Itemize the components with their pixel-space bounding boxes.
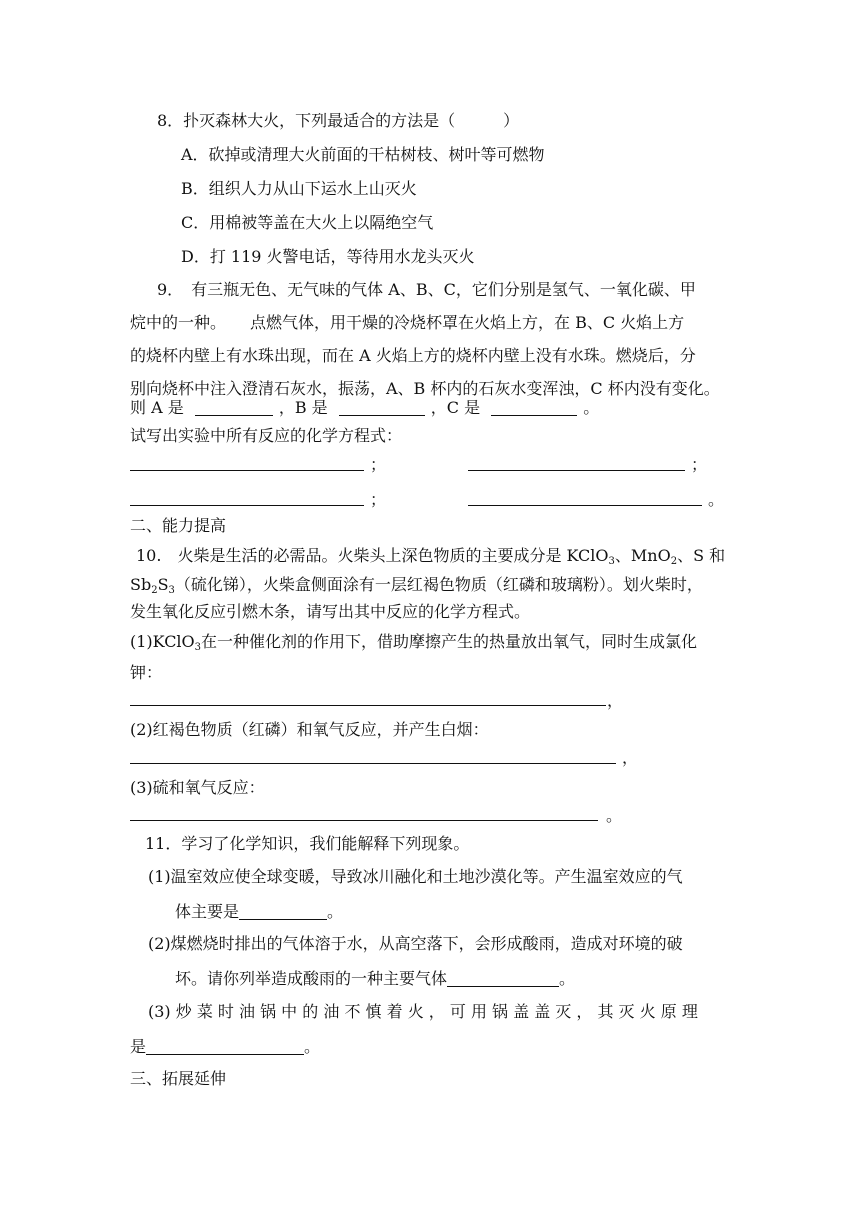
- q10-part-2: (2)红褐色物质（红磷）和氧气反应，并产生白烟：: [130, 720, 489, 739]
- q10-sb: Sb: [130, 575, 152, 594]
- q11-part-1-blank[interactable]: [239, 903, 327, 920]
- q9-b-blank[interactable]: [339, 399, 425, 416]
- q10-part-1-text: 在一种催化剂的作用下，借助摩擦产生的热量放出氧气，同时生成氯化: [201, 632, 698, 651]
- q11-part-2-label: 坏。请你列举造成酸雨的一种主要气体: [175, 969, 448, 988]
- q9-period: 。: [708, 490, 725, 509]
- q9-equation-blank-4[interactable]: [468, 505, 702, 506]
- q11-part-3: (3) 炒 菜 时 油 锅 中 的 油 不 慎 着 火 ， 可 用 锅 盖 盖 灭 ， 其 灭 火 原 理: [148, 1002, 698, 1021]
- q9-equation-blank-1[interactable]: [130, 470, 364, 471]
- q9-semicolon-3: ；: [370, 490, 387, 509]
- q9-line-3: 的烧杯内壁上有水珠出现，而在 A 火焰上方的烧杯内壁上没有水珠。燃烧后，分: [130, 346, 696, 365]
- q11-part-2-blank[interactable]: [447, 970, 559, 987]
- q11-stem: 11．学习了化学知识，我们能解释下列现象。: [145, 834, 470, 853]
- section-3-title: 三、拓展延伸: [130, 1069, 227, 1088]
- q10-part-1-comma: ，: [607, 691, 624, 710]
- q10-line-1: [136, 545, 725, 567]
- q10-part-2-comma: ，: [622, 748, 639, 767]
- q10-part-3: (3)硫和氧气反应：: [130, 778, 265, 797]
- q9-semicolon-2: ；: [691, 455, 708, 474]
- q10-part-3-period: 。: [606, 806, 623, 825]
- q8-stem: 8．扑灭森林大火，下列最适合的方法是（ ）: [157, 111, 520, 130]
- q11-part-3-cont: [130, 1036, 320, 1058]
- q9-a-blank[interactable]: [195, 399, 273, 416]
- q11-part-3-label: 是: [130, 1037, 147, 1056]
- q10-sb-sub: 2: [151, 585, 158, 596]
- q8-option-c: C．用棉被等盖在大火上以隔绝空气: [181, 213, 434, 232]
- q10-part-1-sub: 3: [194, 642, 202, 653]
- q10-line-1-text-a: 10. 火柴是生活的必需品。火柴头上深色物质的主要成分是 KClO: [136, 546, 609, 565]
- q10-part-3-blank[interactable]: [130, 820, 598, 821]
- q10-line-1-sep: 、MnO: [614, 546, 671, 565]
- q10-line-3: 发生氧化反应引燃木条，请写出其中反应的化学方程式。: [130, 602, 531, 621]
- q11-part-3-blank[interactable]: [146, 1038, 304, 1055]
- q9-line-1: 9． 有三瓶无色、无气味的气体 A、B、C，它们分别是氢气、一氧化碳、甲: [157, 280, 696, 299]
- q10-sub-3: 3: [608, 556, 615, 567]
- q9-line-2: 烷中的一种。 点燃气体，用干燥的冷烧杯罩在火焰上方，在 B、C 火焰上方: [130, 313, 685, 332]
- q9-c-label: ，C 是: [430, 398, 481, 417]
- q8-option-d: D．打 119 火警电话，等待用水龙头灭火: [181, 247, 475, 266]
- q9-semicolon-1: ；: [370, 455, 387, 474]
- q10-part-2-blank[interactable]: [130, 763, 616, 764]
- q10-part-1-blank[interactable]: [130, 705, 606, 706]
- q9-a-label: 则 A 是: [130, 398, 184, 417]
- q10-s: S: [157, 575, 169, 594]
- q11-part-2: (2)煤燃烧时排出的气体溶于水，从高空落下，会形成酸雨，造成对环境的破: [148, 934, 683, 953]
- q10-sub-2: 2: [670, 556, 678, 567]
- q9-line-4: 别向烧杯中注入澄清石灰水，振荡，A、B 杯内的石灰水变浑浊，C 杯内没有变化。: [130, 379, 720, 398]
- q11-part-1: (1)温室效应使全球变暖，导致冰川融化和土地沙漠化等。产生温室效应的气: [148, 867, 683, 886]
- q11-part-1-cont: [175, 901, 343, 923]
- q10-line-2-text: （硫化锑），火柴盒侧面涂有一层红褐色物质（红磷和玻璃粉）。划火柴时，: [174, 575, 703, 594]
- q9-answer-line: [130, 397, 599, 419]
- q10-line-2: [130, 574, 703, 596]
- q9-equation-blank-2[interactable]: [468, 470, 685, 471]
- q9-equation-blank-3[interactable]: [130, 505, 364, 506]
- q10-line-1-text-b: 、S 和: [677, 546, 726, 565]
- q11-part-3-period: 。: [304, 1037, 321, 1056]
- q10-part-1-formula: (1)KClO: [130, 632, 195, 651]
- q11-part-1-period: 。: [327, 902, 344, 921]
- q10-part-1: [130, 631, 697, 653]
- q9-c-blank[interactable]: [491, 399, 577, 416]
- q9-end-mark: 。: [583, 398, 600, 417]
- q8-option-a: A．砍掉或清理大火前面的干枯树枝、树叶等可燃物: [181, 145, 545, 164]
- section-2-title: 二、能力提高: [130, 516, 227, 535]
- q9-b-label: ，B 是: [278, 398, 328, 417]
- q9-equations-prompt: 试写出实验中所有反应的化学方程式：: [130, 426, 403, 445]
- q11-part-1-label: 体主要是: [175, 902, 240, 921]
- q11-part-2-period: 。: [559, 969, 576, 988]
- q10-s-sub: 3: [168, 585, 175, 596]
- q10-part-1-cont: 钾：: [130, 663, 163, 682]
- q11-part-2-cont: [175, 968, 575, 990]
- q8-option-b: B．组织人力从山下运水上山灭火: [181, 179, 417, 198]
